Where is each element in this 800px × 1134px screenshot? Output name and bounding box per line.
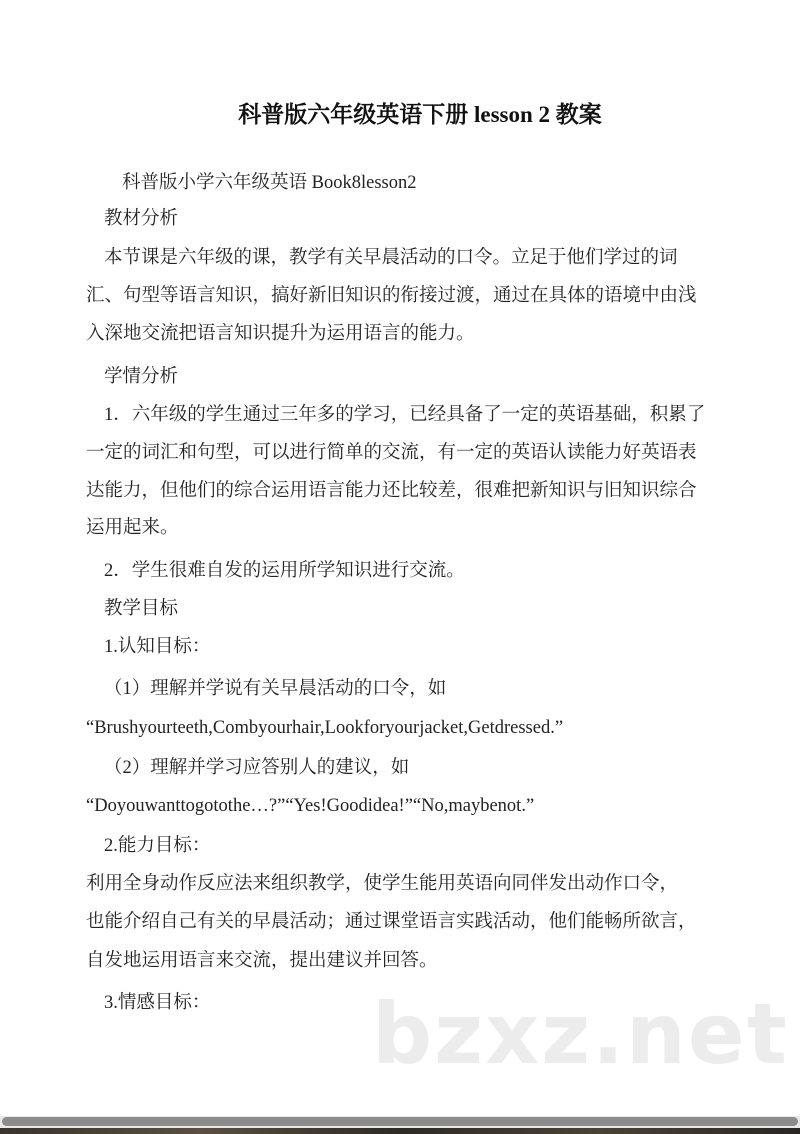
section-heading: 教学目标 (104, 599, 179, 619)
paragraph-line: 一定的词汇和句型，可以进行简单的交流，有一定的英语认读能力好英语表 (86, 443, 697, 463)
paragraph-line: “Brushyourteeth,Combyourhair,Lookforyourjacket,Getdressed.” (86, 718, 564, 738)
paragraph-line: 入深地交流把语言知识提升为运用语言的能力。 (86, 324, 475, 344)
subsection-heading: 3.情感目标： (104, 993, 211, 1013)
paragraph-line: （1）理解并学说有关早晨活动的口令，如 (104, 679, 447, 699)
document-title: 科普版六年级英语下册 lesson 2 教案 (238, 102, 602, 127)
paragraph-line: （2）理解并学习应答别人的建议，如 (104, 758, 410, 778)
paragraph-line: 2．学生很难自发的运用所学知识进行交流。 (104, 561, 465, 581)
paragraph-line: 1．六年级的学生通过三年多的学习，已经具备了一定的英语基础，积累了 (104, 405, 706, 425)
background-strip (0, 1128, 800, 1134)
paragraph-line: 也能介绍自己有关的早晨活动；通过课堂语言实践活动，他们能畅所欲言， (86, 912, 697, 932)
horizontal-scrollbar-thumb[interactable] (2, 1117, 798, 1126)
paragraph-line: 自发地运用语言来交流，提出建议并回答。 (86, 951, 438, 971)
subtitle-line: 科普版小学六年级英语 Book8lesson2 (122, 173, 417, 193)
subsection-heading: 2.能力目标： (104, 836, 211, 856)
subsection-heading: 1.认知目标： (104, 637, 211, 657)
paragraph-line: 汇、句型等语言知识，搞好新旧知识的衔接过渡，通过在具体的语境中由浅 (86, 286, 697, 306)
section-heading: 学情分析 (104, 367, 179, 387)
paragraph-line: 运用起来。 (86, 518, 179, 538)
paragraph-line: 达能力，但他们的综合运用语言能力还比较差，很难把新知识与旧知识综合 (86, 481, 697, 501)
watermark: bzxz.net (372, 985, 789, 1083)
paragraph-line: “Doyouwanttogotothe…?”“Yes!Goodidea!”“No,maybenot.” (86, 796, 535, 816)
paragraph-line: 利用全身动作反应法来组织教学，使学生能用英语向同伴发出动作口令， (86, 874, 679, 894)
paragraph-line: 本节课是六年级的课，教学有关早晨活动的口令。立足于他们学过的词 (104, 248, 678, 268)
section-heading: 教材分析 (104, 209, 179, 229)
